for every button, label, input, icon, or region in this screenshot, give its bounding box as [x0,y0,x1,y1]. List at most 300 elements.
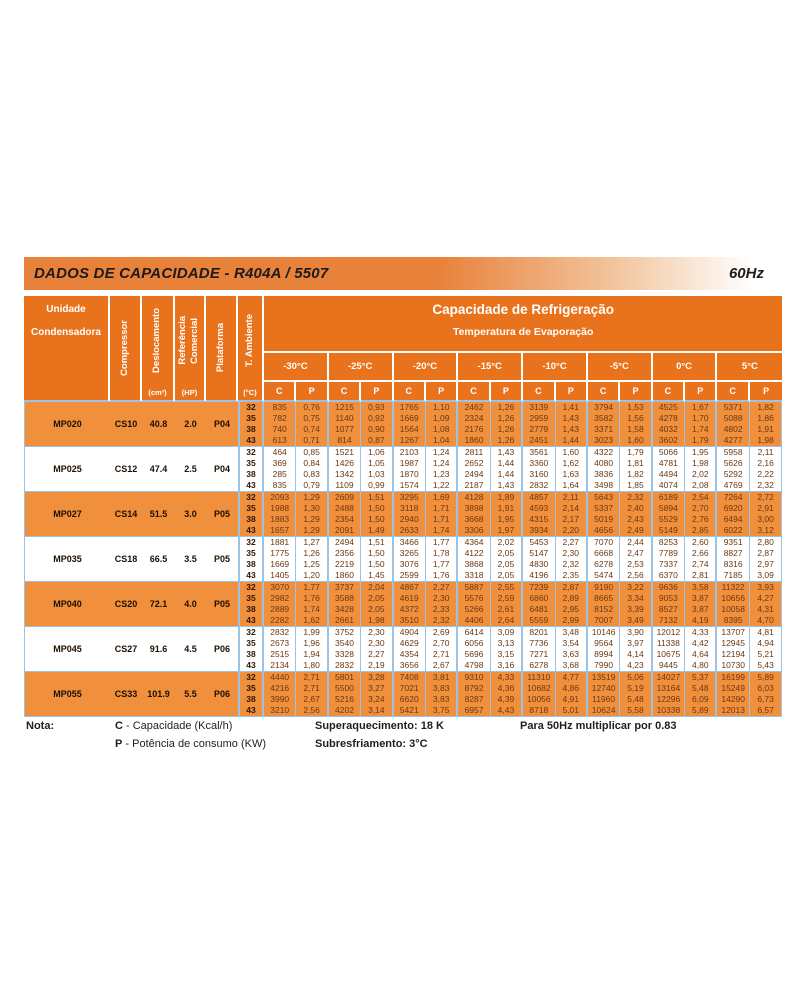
power-value-cell: 5,21 [750,649,782,660]
power-value-cell: 2,05 [491,570,523,581]
capacity-value-cell: 2515 [264,649,296,660]
capacity-value-cell: 5887 [458,581,490,593]
capacity-value-cell: 8718 [523,705,555,717]
capacity-value-cell: 6957 [458,705,490,717]
power-value-cell: 2,27 [361,649,393,660]
ambient-temp-cell: 35 [238,593,264,604]
capacity-value-cell: 1426 [329,458,361,469]
power-value-cell: 3,27 [361,683,393,694]
capacity-value-cell: 285 [264,469,296,480]
compressor-cell: CS12 [110,446,142,491]
power-value-cell: 3,87 [685,604,717,615]
ambient-temp-cell: 43 [238,480,264,491]
temp-column-header: -10°C [523,353,588,382]
col-header-commercial-reference: Referência Comercial (HP) [175,296,206,402]
capacity-value-cell: 3752 [329,626,361,638]
hp-cell: 4.5 [175,626,206,671]
capacity-value-cell: 9310 [458,671,490,683]
power-value-cell: 2,30 [556,548,588,559]
capacity-value-cell: 5894 [653,503,685,514]
power-value-cell: 1,64 [556,480,588,491]
power-value-cell: 0,76 [296,402,328,413]
power-value-cell: 1,95 [685,446,717,458]
capacity-value-cell: 11960 [588,694,620,705]
power-value-cell: 2,30 [361,638,393,649]
ambient-temp-cell: 38 [238,514,264,525]
capacity-value-cell: 3371 [588,424,620,435]
power-value-cell: 1,89 [491,491,523,503]
compressor-cell: CS27 [110,626,142,671]
capacity-value-cell: 4372 [394,604,426,615]
hp-cell: 5.5 [175,671,206,717]
capacity-value-cell: 1669 [394,413,426,424]
capacity-value-cell: 10624 [588,705,620,717]
capacity-value-cell: 4080 [588,458,620,469]
power-value-cell: 2,55 [491,581,523,593]
notes-section [24,720,782,760]
displacement-cell: 101.9 [142,671,175,717]
ambient-temp-cell: 32 [238,581,264,593]
power-value-cell: 1,62 [296,615,328,626]
capacity-value-cell: 7132 [653,615,685,626]
power-value-cell: 2,27 [426,581,458,593]
power-value-cell: 3,90 [620,626,652,638]
power-value-cell: 2,61 [491,604,523,615]
power-value-cell: 1,74 [426,525,458,536]
ambient-temp-cell: 32 [238,536,264,548]
capacity-value-cell: 2982 [264,593,296,604]
capacity-value-cell: 2811 [458,446,490,458]
power-value-cell: 2,71 [296,671,328,683]
capacity-value-cell: 1883 [264,514,296,525]
power-value-cell: 1,76 [296,593,328,604]
ambient-temp-cell: 32 [238,671,264,683]
power-value-cell: 2,14 [556,503,588,514]
power-value-cell: 3,48 [556,626,588,638]
power-value-cell: 5,43 [750,660,782,671]
capacity-value-cell: 5626 [717,458,749,469]
capacity-value-cell: 464 [264,446,296,458]
capacity-value-cell: 3540 [329,638,361,649]
power-value-cell: 4,14 [620,649,652,660]
capacity-value-cell: 3328 [329,649,361,660]
capacity-value-cell: 1775 [264,548,296,559]
power-value-cell: 3,13 [491,638,523,649]
capacity-value-cell: 2832 [523,480,555,491]
capacity-value-cell: 7007 [588,615,620,626]
displacement-cell: 91.6 [142,626,175,671]
power-value-cell: 1,10 [426,402,458,413]
capacity-value-cell: 5066 [653,446,685,458]
power-value-cell: 1,43 [491,446,523,458]
power-value-cell: 1,26 [491,435,523,446]
capacity-value-cell: 2103 [394,446,426,458]
power-value-cell: 4,36 [491,683,523,694]
power-value-cell: 2,17 [556,514,588,525]
power-value-cell: 1,76 [426,570,458,581]
capacity-column-header: C [329,382,361,402]
capacity-value-cell: 835 [264,480,296,491]
power-value-cell: 2,02 [491,536,523,548]
power-value-cell: 2,67 [296,694,328,705]
capacity-value-cell: 5266 [458,604,490,615]
compressor-cell: CS33 [110,671,142,717]
power-column-header: P [296,382,328,402]
power-value-cell: 1,71 [426,503,458,514]
capacity-value-cell: 5576 [458,593,490,604]
power-value-cell: 1,51 [361,536,393,548]
capacity-value-cell: 2093 [264,491,296,503]
capacity-value-cell: 8792 [458,683,490,694]
capacity-value-cell: 12296 [653,694,685,705]
capacity-value-cell: 9445 [653,660,685,671]
capacity-value-cell: 7789 [653,548,685,559]
frequency-label: 60Hz [728,265,764,282]
power-value-cell: 1,80 [296,660,328,671]
capacity-value-cell: 4494 [653,469,685,480]
capacity-value-cell: 2176 [458,424,490,435]
ambient-temp-cell: 43 [238,705,264,717]
capacity-value-cell: 4122 [458,548,490,559]
model-cell: MP020 [24,402,110,446]
power-value-cell: 0,92 [361,413,393,424]
table-row [24,626,782,638]
compressor-cell: CS20 [110,581,142,626]
power-value-cell: 6,03 [750,683,782,694]
ambient-temp-cell: 35 [238,683,264,694]
platform-cell: P06 [206,671,238,717]
power-value-cell: 2,72 [750,491,782,503]
power-value-cell: 5,58 [620,705,652,717]
power-value-cell: 4,23 [620,660,652,671]
capacity-value-cell: 1657 [264,525,296,536]
subcooling-note: Subresfriamento: 3°C [315,738,428,750]
superheat-note: Superaquecimento: 18 K [315,720,444,732]
power-value-cell: 2,16 [750,458,782,469]
capacity-value-cell: 7337 [653,559,685,570]
power-column-header: P [750,382,782,402]
capacity-value-cell: 5149 [653,525,685,536]
capacity-value-cell: 9636 [653,581,685,593]
capacity-value-cell: 2673 [264,638,296,649]
table-body [24,402,782,717]
power-value-cell: 2,30 [361,626,393,638]
power-value-cell: 1,44 [556,435,588,446]
power-value-cell: 3,28 [361,671,393,683]
power-column-header: P [556,382,588,402]
power-value-cell: 2,60 [685,536,717,548]
power-value-cell: 1,82 [750,402,782,413]
capacity-value-cell: 3160 [523,469,555,480]
power-value-cell: 2,87 [556,581,588,593]
power-value-cell: 5,48 [685,683,717,694]
power-value-cell: 1,44 [491,458,523,469]
col-header-ambient-temp: T. Ambiente (°C) [238,296,264,402]
capacity-value-cell: 5421 [394,705,426,717]
power-value-cell: 4,94 [750,638,782,649]
power-value-cell: 1,81 [620,458,652,469]
capacity-value-cell: 5559 [523,615,555,626]
capacity-value-cell: 7021 [394,683,426,694]
power-value-cell: 1,53 [620,402,652,413]
capacity-value-cell: 10682 [523,683,555,694]
power-value-cell: 2,22 [750,469,782,480]
capacity-value-cell: 4364 [458,536,490,548]
capacity-value-cell: 4406 [458,615,490,626]
capacity-value-cell: 5643 [588,491,620,503]
power-value-cell: 5,37 [685,671,717,683]
capacity-value-cell: 2451 [523,435,555,446]
capacity-value-cell: 1765 [394,402,426,413]
power-value-cell: 2,11 [750,446,782,458]
capacity-value-cell: 5088 [717,413,749,424]
power-value-cell: 1,49 [361,525,393,536]
power-value-cell: 1,50 [361,559,393,570]
power-value-cell: 1,60 [620,435,652,446]
power-value-cell: 1,51 [361,491,393,503]
power-value-cell: 2,59 [491,593,523,604]
capacity-value-cell: 11310 [523,671,555,683]
ambient-temp-cell: 32 [238,626,264,638]
capacity-value-cell: 7264 [717,491,749,503]
capacity-value-cell: 4322 [588,446,620,458]
capacity-value-cell: 2091 [329,525,361,536]
capacity-value-cell: 1669 [264,559,296,570]
temp-column-header: 0°C [653,353,718,382]
power-value-cell: 5,89 [750,671,782,683]
capacity-value-cell: 1881 [264,536,296,548]
power-value-cell: 3,12 [750,525,782,536]
power-value-cell: 3,97 [620,638,652,649]
capacity-value-cell: 3510 [394,615,426,626]
power-value-cell: 1,26 [491,424,523,435]
power-value-cell: 2,74 [685,559,717,570]
capacity-value-cell: 2282 [264,615,296,626]
capacity-value-cell: 7990 [588,660,620,671]
power-value-cell: 2,97 [750,559,782,570]
power-value-cell: 4,19 [685,615,717,626]
power-value-cell: 1,99 [296,626,328,638]
capacity-value-cell: 6056 [458,638,490,649]
temp-column-header: -25°C [329,353,394,382]
capacity-value-cell: 2356 [329,548,361,559]
ambient-temp-cell: 32 [238,446,264,458]
capacity-value-cell: 3561 [523,446,555,458]
capacity-value-cell: 5453 [523,536,555,548]
power-value-cell: 2,54 [685,491,717,503]
capacity-value-cell: 7239 [523,581,555,593]
platform-cell: P04 [206,402,238,446]
capacity-value-cell: 12012 [653,626,685,638]
capacity-value-cell: 15249 [717,683,749,694]
capacity-value-cell: 4619 [394,593,426,604]
ambient-temp-cell: 35 [238,548,264,559]
power-value-cell: 1,27 [296,536,328,548]
power-value-cell: 1,20 [296,570,328,581]
power-value-cell: 1,60 [556,446,588,458]
power-value-cell: 2,40 [620,503,652,514]
capacity-value-cell: 3265 [394,548,426,559]
power-value-cell: 1,69 [426,491,458,503]
power-value-cell: 2,05 [491,548,523,559]
capacity-value-cell: 8827 [717,548,749,559]
capacity-column-header: C [394,382,426,402]
power-value-cell: 1,43 [556,413,588,424]
power-value-cell: 2,49 [620,525,652,536]
ambient-temp-cell: 35 [238,413,264,424]
capacity-value-cell: 3794 [588,402,620,413]
capacity-value-cell: 2889 [264,604,296,615]
power-value-cell: 3,68 [556,660,588,671]
capacity-value-cell: 3360 [523,458,555,469]
power-value-cell: 1,26 [296,548,328,559]
power-value-cell: 2,20 [556,525,588,536]
capacity-value-cell: 16199 [717,671,749,683]
capacity-value-cell: 5958 [717,446,749,458]
capacity-value-cell: 369 [264,458,296,469]
50hz-conversion-note: Para 50Hz multiplicar por 0.83 [520,720,677,732]
table-row [24,446,782,458]
power-value-cell: 1,77 [296,581,328,593]
power-value-cell: 0,74 [296,424,328,435]
ambient-temp-cell: 35 [238,458,264,469]
capacity-value-cell: 2494 [458,469,490,480]
power-value-cell: 4,43 [491,705,523,717]
capacity-column-header: C [588,382,620,402]
capacity-value-cell: 13164 [653,683,685,694]
power-value-cell: 4,81 [750,626,782,638]
power-value-cell: 4,91 [556,694,588,705]
power-value-cell: 1,98 [685,458,717,469]
capacity-value-cell: 2633 [394,525,426,536]
power-value-cell: 3,75 [426,705,458,717]
capacity-value-cell: 6481 [523,604,555,615]
platform-cell: P04 [206,446,238,491]
power-value-cell: 2,11 [556,491,588,503]
temp-column-header: -20°C [394,353,459,382]
power-value-cell: 2,19 [361,660,393,671]
capacity-value-cell: 2959 [523,413,555,424]
capacity-value-cell: 4216 [264,683,296,694]
capacity-value-cell: 4074 [653,480,685,491]
hp-cell: 2.0 [175,402,206,446]
ambient-temp-cell: 43 [238,660,264,671]
power-value-cell: 0,84 [296,458,328,469]
power-value-cell: 2,05 [491,559,523,570]
capacity-value-cell: 1860 [458,435,490,446]
capacity-value-cell: 4440 [264,671,296,683]
capacity-value-cell: 5019 [588,514,620,525]
col-header-platform: Plataforma [206,296,238,402]
capacity-value-cell: 782 [264,413,296,424]
capacity-value-cell: 6620 [394,694,426,705]
ambient-temp-cell: 35 [238,638,264,649]
power-value-cell: 0,87 [361,435,393,446]
power-value-cell: 1,95 [491,514,523,525]
capacity-value-cell: 7271 [523,649,555,660]
capacity-value-cell: 1521 [329,446,361,458]
power-value-cell: 2,53 [620,559,652,570]
capacity-value-cell: 7408 [394,671,426,683]
platform-cell: P05 [206,491,238,536]
power-value-cell: 2,44 [620,536,652,548]
power-value-cell: 0,75 [296,413,328,424]
platform-cell: P05 [206,536,238,581]
capacity-value-cell: 9351 [717,536,749,548]
power-value-cell: 3,81 [426,671,458,683]
platform-cell: P05 [206,581,238,626]
power-value-cell: 1,86 [750,413,782,424]
ambient-temp-cell: 38 [238,604,264,615]
capacity-value-cell: 4525 [653,402,685,413]
capacity-table [24,296,782,717]
capacity-value-cell: 8152 [588,604,620,615]
capacity-value-cell: 4128 [458,491,490,503]
power-value-cell: 2,71 [426,649,458,660]
power-value-cell: 3,00 [750,514,782,525]
capacity-value-cell: 2661 [329,615,361,626]
power-column-header: P [426,382,458,402]
capacity-value-cell: 8316 [717,559,749,570]
capacity-column-header: C [458,382,490,402]
power-value-cell: 2,47 [620,548,652,559]
power-value-cell: 2,56 [296,705,328,717]
displacement-cell: 40.8 [142,402,175,446]
power-value-cell: 1,77 [426,559,458,570]
capacity-value-cell: 9190 [588,581,620,593]
model-cell: MP025 [24,446,110,491]
capacity-value-cell: 2494 [329,536,361,548]
capacity-value-cell: 6668 [588,548,620,559]
power-value-cell: 1,74 [685,424,717,435]
capacity-value-cell: 2462 [458,402,490,413]
power-value-cell: 3,83 [426,683,458,694]
power-value-cell: 4,64 [685,649,717,660]
power-value-cell: 1,98 [361,615,393,626]
capacity-value-cell: 2599 [394,570,426,581]
capacity-value-cell: 2832 [329,660,361,671]
power-value-cell: 2,04 [361,581,393,593]
table-row [24,671,782,683]
power-value-cell: 4,33 [491,671,523,683]
col-header-displacement: Deslocamento (cm³) [142,296,175,402]
power-value-cell: 3,09 [491,626,523,638]
model-cell: MP027 [24,491,110,536]
power-value-cell: 2,67 [426,660,458,671]
note-label: Nota: [26,720,55,732]
ambient-temp-cell: 38 [238,559,264,570]
model-cell: MP035 [24,536,110,581]
power-value-cell: 2,02 [685,469,717,480]
capacity-value-cell: 4315 [523,514,555,525]
power-value-cell: 1,82 [620,469,652,480]
power-value-cell: 1,58 [620,424,652,435]
capacity-value-cell: 5337 [588,503,620,514]
power-value-cell: 1,24 [426,446,458,458]
col-header-compressor: Compressor [110,296,142,402]
power-value-cell: 2,70 [426,638,458,649]
power-value-cell: 0,93 [361,402,393,413]
power-value-cell: 0,90 [361,424,393,435]
capacity-title: Capacidade de Refrigeração [432,302,614,317]
capacity-value-cell: 1215 [329,402,361,413]
capacity-value-cell: 5474 [588,570,620,581]
power-value-cell: 1,71 [426,514,458,525]
power-value-cell: 1,62 [556,458,588,469]
capacity-value-cell: 2187 [458,480,490,491]
capacity-value-cell: 5500 [329,683,361,694]
power-value-cell: 1,41 [556,402,588,413]
